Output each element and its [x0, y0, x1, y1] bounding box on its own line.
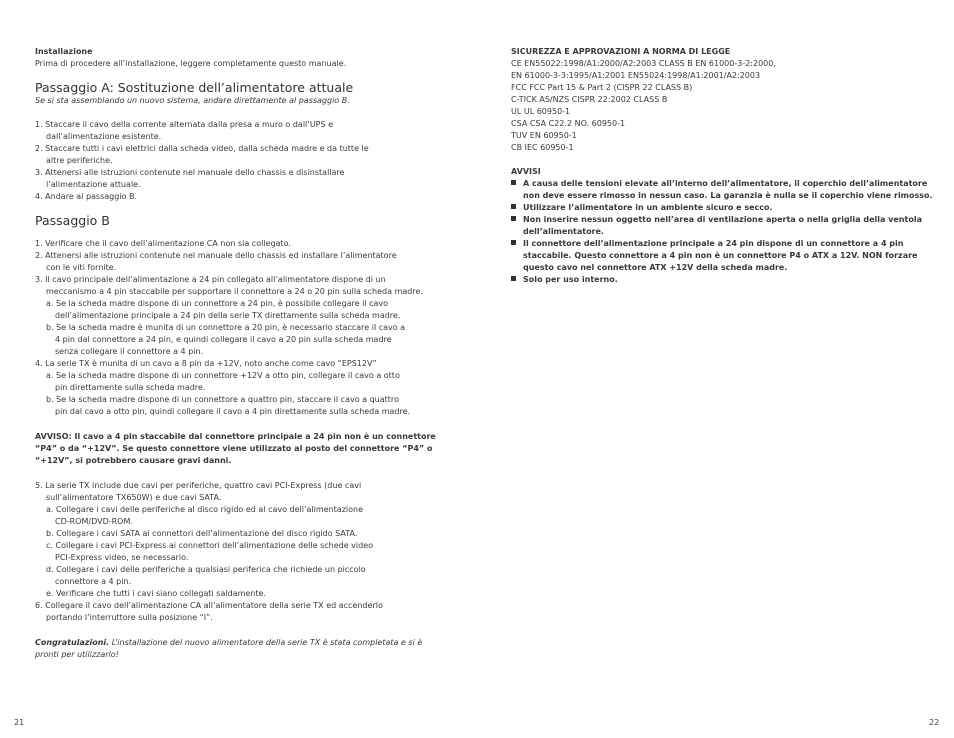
warning-item-line	[511, 214, 922, 226]
step5-line: b. Collegare i cavi SATA ai connettori dell’alimentazione del disco rigido SATA.	[46, 529, 358, 538]
safety-line: EN 61000-3-3:1995/A1:2001 EN55024:1998/A1:2001/A2:2003	[511, 71, 761, 80]
right-page	[511, 0, 933, 738]
warning-text: non deve essere rimosso in nessun caso. La garanzia è nulla se il coperchio viene rimosso.	[523, 191, 933, 200]
stepB-line: 1. Verificare che il cavo dell’alimentazione CA non sia collegato.	[35, 239, 291, 248]
warning-line: “+12V”, si potrebbero causare gravi danni.	[35, 456, 232, 465]
step5-line: d. Collegare i cavi delle periferiche a qualsiasi periferica che richiede un piccolo	[46, 565, 366, 574]
step5-line: PCI-Express video, se necessario.	[55, 553, 189, 562]
stepB-line: a. Se la scheda madre dispone di un connettore +12V a otto pin, collegare il cavo a otto	[46, 371, 400, 380]
congrats	[35, 637, 422, 649]
warning-text: dell’alimentatore.	[523, 227, 604, 236]
warnings-title: AVVISI	[511, 167, 541, 176]
step5-line: 5. La serie TX include due cavi per periferiche, quattro cavi PCI-Express (due cavi	[35, 481, 362, 490]
warning-line: AVVISO: Il cavo a 4 pin staccabile dal connettore principale a 24 pin non è un connettore	[35, 432, 436, 441]
stepB-line: pin dal cavo a otto pin, quindi collegare il cavo a 4 pin direttamente sulla scheda madre.	[55, 407, 411, 416]
left-page	[35, 0, 455, 738]
safety-line: TUV EN 60950-1	[511, 131, 577, 140]
warning-text: staccabile. Questo connettore a 4 pin non è un connettore P4 o ATX a 12V. NON forzare	[523, 251, 918, 260]
safety-line: CB IEC 60950-1	[511, 143, 574, 152]
safety-line: FCC FCC Part 15 & Part 2 (CISPR 22 CLASS B)	[511, 83, 693, 92]
stepA-line: l’alimentazione attuale.	[46, 180, 141, 189]
warning-item-line	[511, 190, 933, 202]
safety-line: CSA CSA C22.2 NO. 60950-1	[511, 119, 626, 128]
stepA-line: dall’alimentazione esistente.	[46, 132, 162, 141]
step5-line: e. Verificare che tutti i cavi siano collegati saldamente.	[46, 589, 266, 598]
stepB-line: con le viti fornite.	[46, 263, 117, 272]
stepB-line: b. Se la scheda madre è munita di un connettore a 20 pin, è necessario staccare il cavo a	[46, 323, 406, 332]
stepB-line: b. Se la scheda madre dispone di un connettore a quattro pin, staccare il cavo a quattro	[46, 395, 399, 404]
stepB-line: 3. Il cavo principale dell’alimentazione a 24 pin collegato all’alimentatore dispone di un	[35, 275, 386, 284]
step5-line: connettore a 4 pin.	[55, 577, 132, 586]
stepB-line: 2. Attenersi alle istruzioni contenute nel manuale dello chassis ed installare l’alimentatore	[35, 251, 397, 260]
congrats-bold: Congratulazioni.	[35, 638, 110, 647]
warning-item-line	[511, 226, 604, 238]
warning-item-line	[511, 250, 917, 262]
warning-text: Utilizzare l’alimentatore in un ambiente sicuro e secco.	[523, 203, 773, 212]
page-number-left: 21	[14, 718, 25, 727]
warning-text: questo cavo nel connettore ATX +12V della scheda madre.	[523, 263, 788, 272]
congrats-line2: pronti per utilizzarlo!	[35, 650, 119, 659]
page-number-right: 22	[929, 718, 940, 727]
step5-line: CD-ROM/DVD-ROM.	[55, 517, 133, 526]
warning-item-line	[511, 178, 927, 190]
square-bullet-icon	[511, 216, 516, 221]
stepB-line: dell’alimentazione principale a 24 pin della serie TX direttamente sulla scheda madre.	[55, 311, 401, 320]
square-bullet-icon	[511, 180, 516, 185]
stepB-line: senza collegare il connettore a 4 pin.	[55, 347, 204, 356]
warning-line: “P4” o da “+12V”. Se questo connettore viene utilizzato al posto del connettore “P4” o	[35, 444, 433, 453]
stepA-title: Passaggio A: Sostituzione dell’alimentatore attuale	[35, 80, 354, 95]
stepA-line: 3. Attenersi alle istruzioni contenute nel manuale dello chassis e disinstallare	[35, 168, 345, 177]
warning-item-line	[511, 274, 618, 286]
square-bullet-icon	[511, 276, 516, 281]
square-bullet-icon	[511, 240, 516, 245]
warning-item-line	[511, 262, 787, 274]
safety-title: SICUREZZA E APPROVAZIONI A NORMA DI LEGGE	[511, 47, 731, 56]
install-intro: Prima di procedere all’installazione, leggere completamente questo manuale.	[35, 59, 347, 68]
warning-item-line	[511, 238, 903, 250]
warning-text: A causa delle tensioni elevate all’interno dell’alimentatore, il coperchio dell’alimentatore	[523, 179, 928, 188]
stepB-line: meccanismo a 4 pin staccabile per supportare il connettore a 24 o 20 pin sulla scheda madre.	[46, 287, 423, 296]
stepA-line: 1. Staccare il cavo della corrente alternata dalla presa a muro o dall’UPS e	[35, 120, 334, 129]
stepB-line: 4. La serie TX è munita di un cavo a 8 pin da +12V, noto anche come cavo “EPS12V”	[35, 359, 377, 368]
stepB-line: 4 pin dal connettore a 24 pin, e quindi collegare il cavo a 20 pin sulla scheda madre	[55, 335, 392, 344]
safety-line: C-TICK AS/NZS CISPR 22:2002 CLASS B	[511, 95, 668, 104]
stepA-line: altre periferiche.	[46, 156, 113, 165]
stepA-line: 4. Andare al passaggio B.	[35, 192, 138, 201]
congrats-line1: L’installazione del nuovo alimentatore della serie TX è stata completata e si è	[109, 638, 423, 647]
stepB-line: pin direttamente sulla scheda madre.	[55, 383, 206, 392]
step5-line: portando l’interruttore sulla posizione “I”.	[46, 613, 213, 622]
step5-line: a. Collegare i cavi delle periferiche al disco rigido ed al cavo dell’alimentazione	[46, 505, 364, 514]
step5-line: sull’alimentatore TX650W) e due cavi SATA.	[46, 493, 222, 502]
warning-text: Solo per uso interno.	[523, 275, 618, 284]
safety-line: UL UL 60950-1	[511, 107, 571, 116]
warning-text: Il connettore dell’alimentazione principale a 24 pin dispone di un connettore a 4 pin	[523, 239, 904, 248]
step5-line: c. Collegare i cavi PCI-Express ai connettori dell’alimentazione delle schede video	[46, 541, 374, 550]
step5-line: 6. Collegare il cavo dell’alimentazione CA all’alimentatore della serie TX ed accenderlo	[35, 601, 383, 610]
stepB-title: Passaggio B	[35, 213, 110, 228]
stepB-line: a. Se la scheda madre dispone di un connettore a 24 pin, è possibile collegare il cavo	[46, 299, 388, 308]
stepA-line: 2. Staccare tutti i cavi elettrici dalla scheda video, dalla scheda madre e da tutte le	[35, 144, 369, 153]
warning-item-line	[511, 202, 773, 214]
stepA-note: Se si sta assemblando un nuovo sistema, andare direttamente al passaggio B.	[35, 96, 350, 105]
square-bullet-icon	[511, 204, 516, 209]
safety-line: CE EN55022:1998/A1:2000/A2:2003 CLASS B EN 61000-3-2:2000,	[511, 59, 776, 68]
warning-text: Non inserire nessun oggetto nell’area di ventilazione aperta o nella griglia della ventola	[523, 215, 922, 224]
install-title: Installazione	[35, 47, 93, 56]
